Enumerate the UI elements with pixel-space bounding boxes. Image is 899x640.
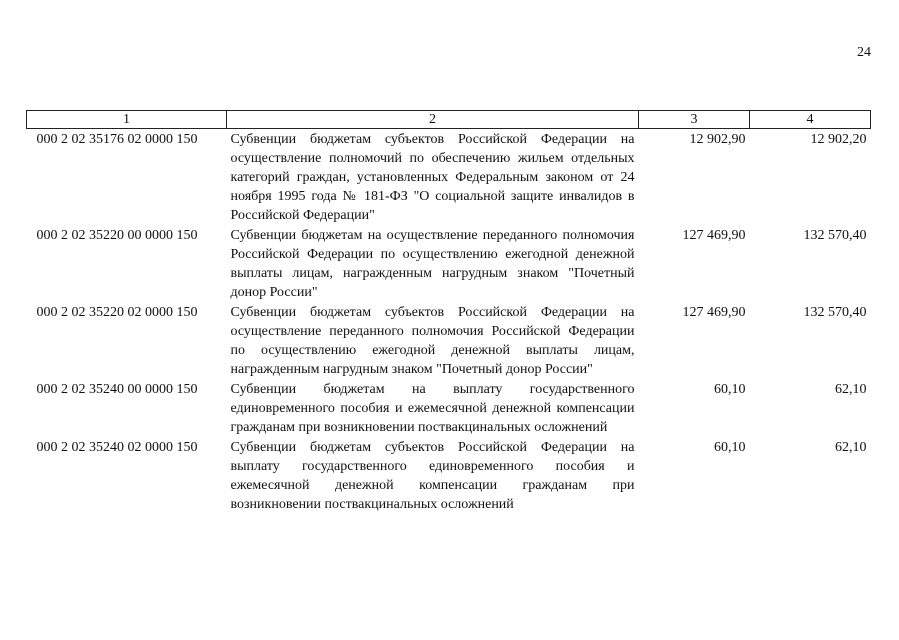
- row-code: 000 2 02 35220 02 0000 150: [36, 305, 198, 320]
- row-description: Субвенции бюджетам субъектов Российской Федерации на осуществление переданного полномочия Российской Федерации по осуществлению ежегодной денежной выплаты лицам, награжденным нагрудным знаком "Почетный донор России": [230, 305, 635, 377]
- row-value-col4: 132 570,40: [803, 305, 867, 320]
- row-description: Субвенции бюджетам субъектов Российской Федерации на выплату государственного единовременного пособия и ежемесячной денежной компенсации гражданам при возникновении поствакцинальных осложнений: [230, 440, 635, 512]
- table-row: [27, 129, 871, 226]
- budget-table: [26, 110, 871, 514]
- header-col-1: 1: [27, 111, 227, 129]
- header-col-2: 2: [227, 111, 639, 129]
- page-number: 24: [857, 45, 871, 60]
- row-value-col3: 60,10: [714, 440, 746, 455]
- row-description: Субвенции бюджетам на осуществление переданного полномочия Российской Федерации по осуществлению ежегодной денежной выплаты лицам, награжденным нагрудным знаком "Почетный донор России": [230, 228, 635, 300]
- row-code: 000 2 02 35220 00 0000 150: [36, 228, 198, 243]
- row-code: 000 2 02 35176 02 0000 150: [36, 132, 198, 147]
- row-value-col3: 12 902,90: [689, 132, 746, 147]
- row-value-col4: 12 902,20: [810, 132, 867, 147]
- row-code: 000 2 02 35240 00 0000 150: [36, 382, 198, 397]
- header-col-3: 3: [639, 111, 750, 129]
- row-code: 000 2 02 35240 02 0000 150: [36, 440, 198, 455]
- table-row: [27, 379, 871, 437]
- header-col-4: 4: [750, 111, 871, 129]
- row-value-col3: 127 469,90: [682, 228, 746, 243]
- table-header: [27, 111, 871, 129]
- table-row: [27, 225, 871, 302]
- row-value-col4: 62,10: [835, 382, 867, 397]
- table-row: [27, 302, 871, 379]
- table-row: [27, 437, 871, 514]
- row-value-col4: 62,10: [835, 440, 867, 455]
- row-description: Субвенции бюджетам субъектов Российской Федерации на осуществление полномочий по обеспечению жильем отдельных категорий граждан, установленных Федеральным законом от 24 ноября 1995 года № 181-ФЗ "О социальной защите инвалидов в Российской Федерации": [230, 132, 635, 223]
- header-row: [27, 111, 871, 129]
- row-description: Субвенции бюджетам на выплату государственного единовременного пособия и ежемесячной денежной компенсации гражданам при возникновении поствакцинальных осложнений: [230, 382, 635, 435]
- table-body: [27, 129, 871, 515]
- row-value-col4: 132 570,40: [803, 228, 867, 243]
- row-value-col3: 127 469,90: [682, 305, 746, 320]
- row-value-col3: 60,10: [714, 382, 746, 397]
